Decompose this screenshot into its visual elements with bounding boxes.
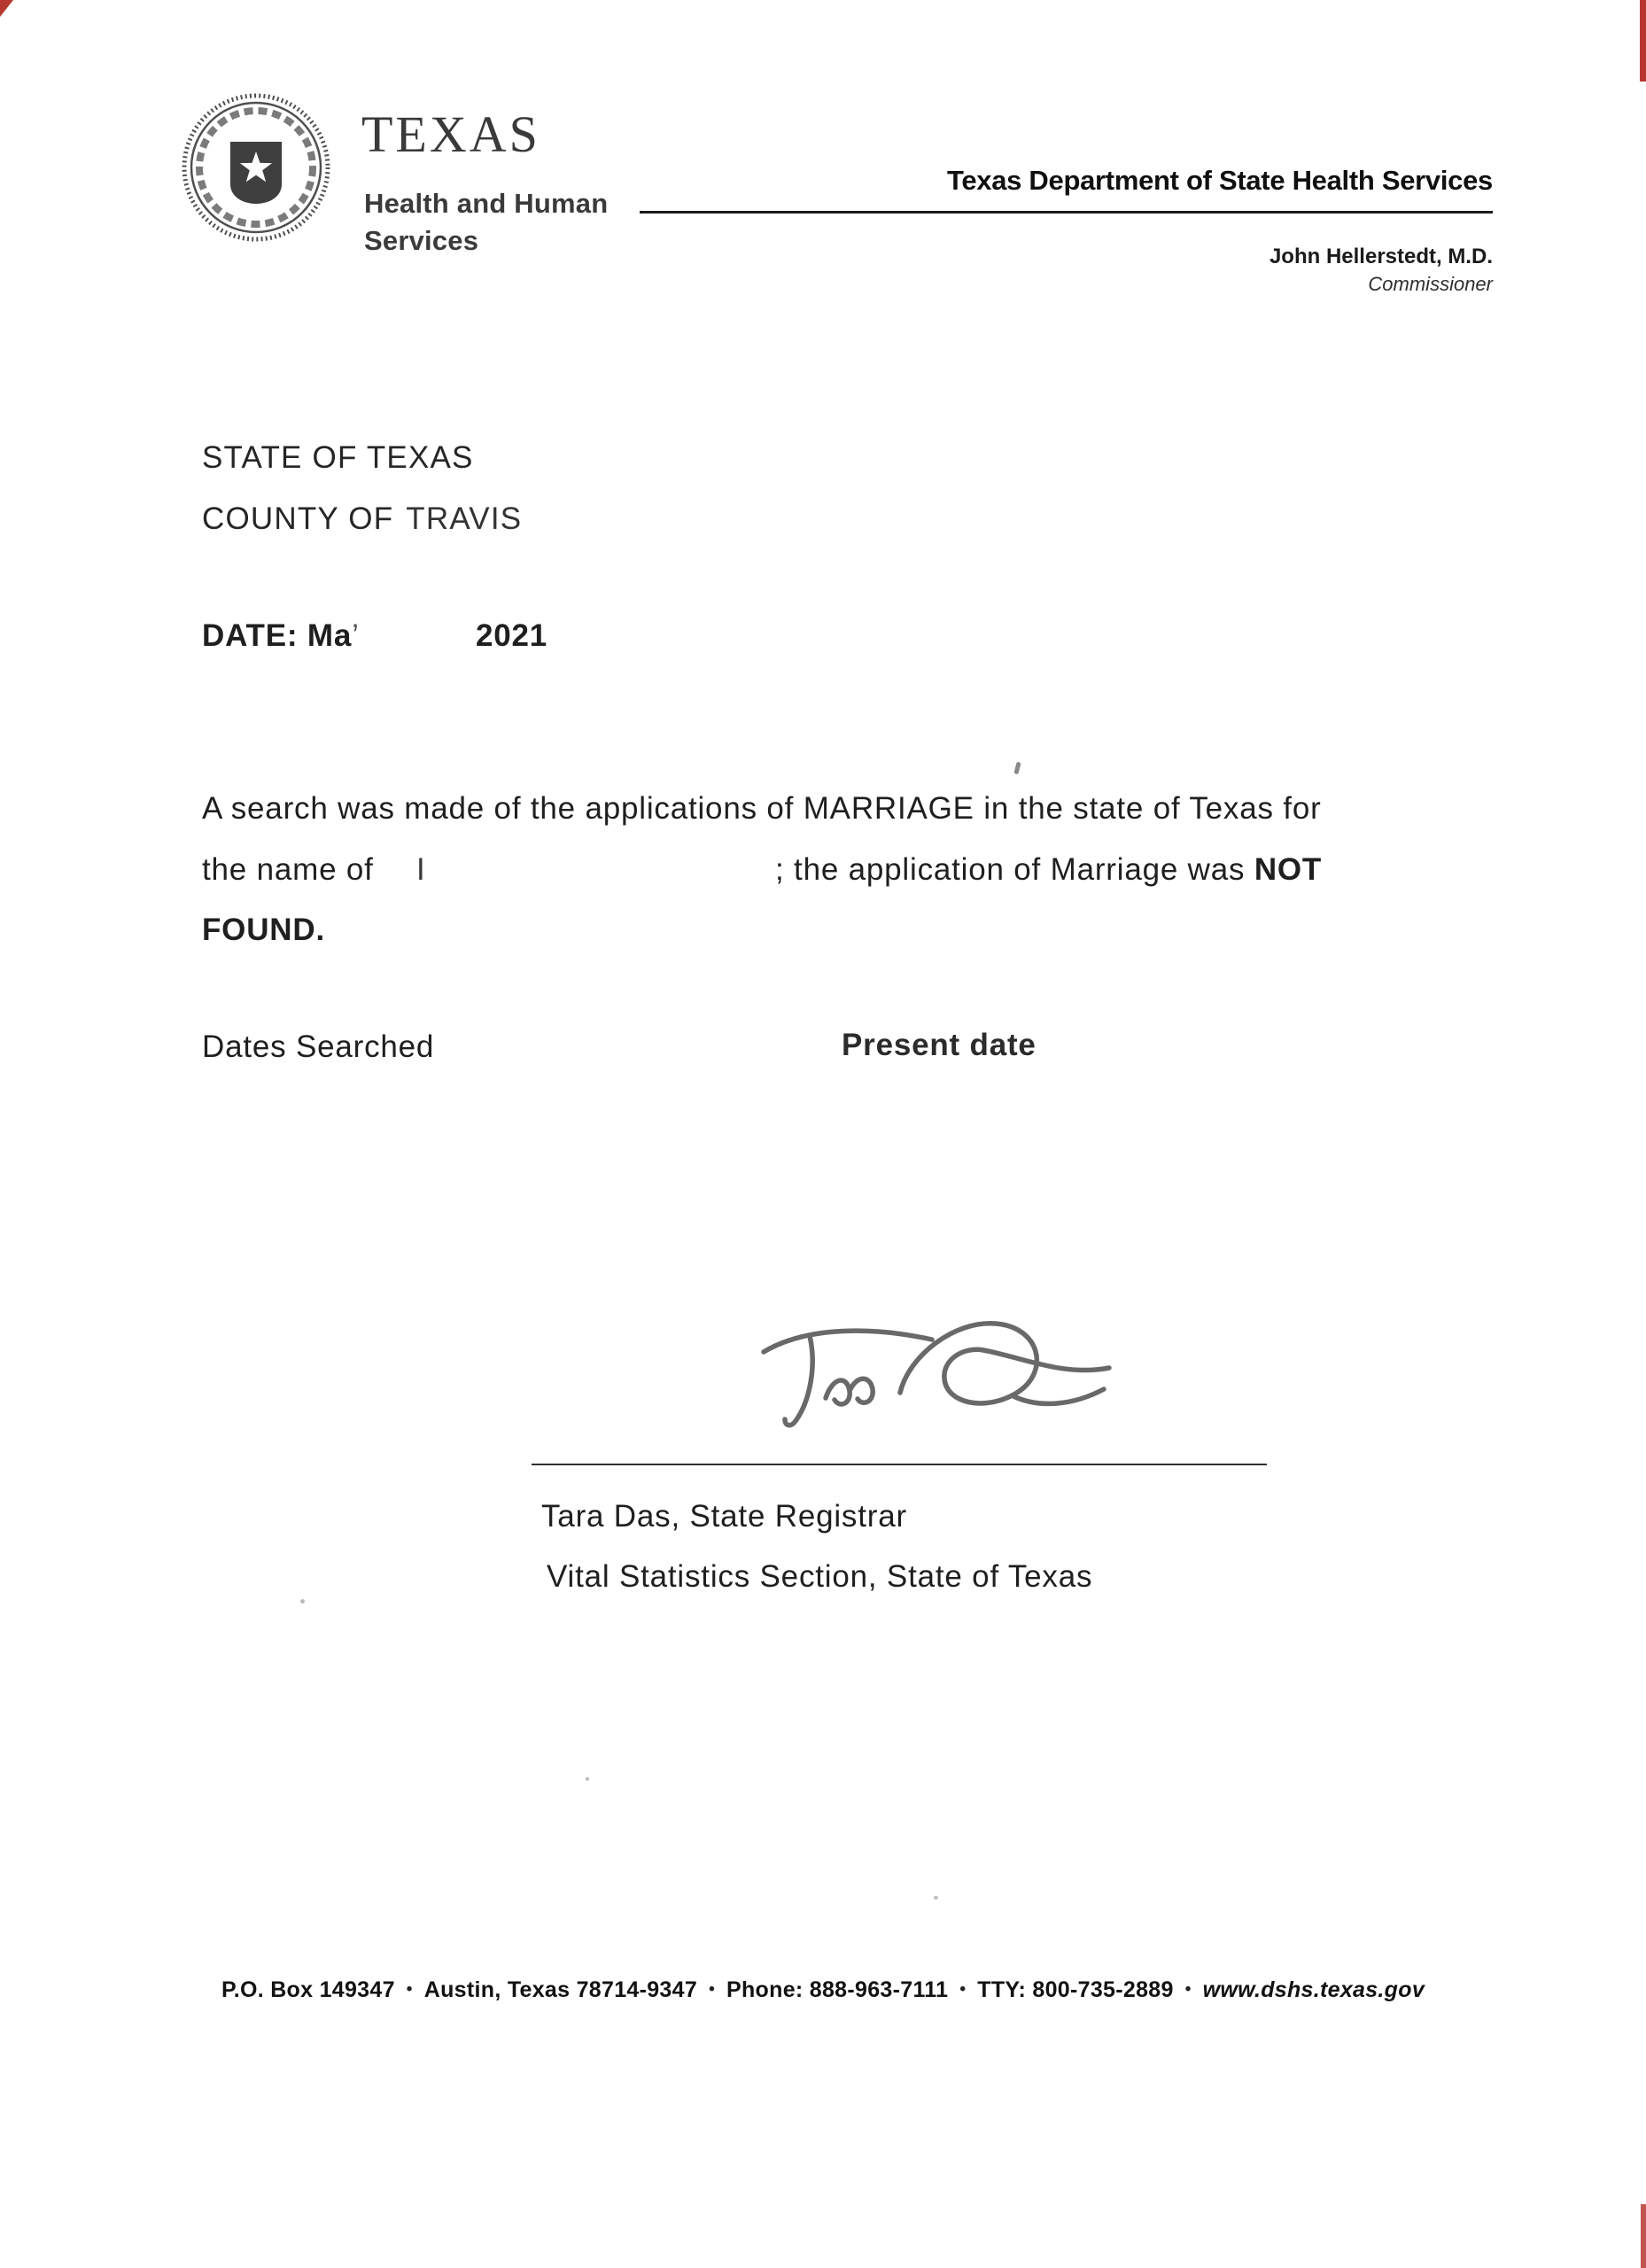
paragraph-line-2-rest-text: ; the application of Marriage was [775,852,1254,887]
present-date-value: Present date [842,1028,1037,1062]
scan-red-edge-strip-bottom [1641,2204,1646,2268]
date-line [202,618,822,654]
scan-artifact-speck [300,1599,305,1604]
department-title: Texas Department of State Health Services [947,165,1493,196]
logo-subtitle-line1: Health and Human [364,188,609,219]
date-year: 2021 [476,618,548,653]
county-value: TRAVIS [406,501,523,536]
not-word: NOT [1254,852,1323,887]
scan-red-edge-strip-top [1640,0,1646,82]
scan-artifact-tick [1013,762,1021,775]
paragraph-line-1: A search was made of the applications of MARRIAGE in the state of Texas for [202,791,1322,826]
footer-po-box: P.O. Box 149347 [221,1977,395,2002]
scan-artifact-speck [586,1777,589,1781]
state-line: STATE OF TEXAS [202,440,474,475]
texas-hhs-seal-icon [181,92,331,243]
paragraph-line-2-prefix: the name of [202,852,374,887]
redacted-name-remnant: I [416,852,426,887]
paragraph-line-2 [202,852,1531,897]
footer-bullet: • [406,1980,413,1999]
date-label: DATE: [202,618,299,653]
logo-subtitle-line2: Services [364,225,479,256]
found-period: . [315,913,325,947]
header-divider [640,211,1493,214]
footer-phone: Phone: 888-963-7111 [726,1977,949,2002]
footer-bullet: • [959,1980,967,1999]
date-partial: Ma [298,618,353,653]
footer-tty: TTY: 800-735-2889 [977,1977,1174,2002]
signature-line [532,1464,1267,1465]
commissioner-title: Commissioner [1368,273,1493,295]
date-erasure-mark: ’ [352,618,360,653]
dates-searched-label: Dates Searched [202,1029,435,1064]
footer-address: Austin, Texas 78714-9347 [423,1977,698,2002]
paragraph-line-2-rest [775,852,1322,888]
logo-wordmark: TEXAS [361,105,540,163]
handwritten-signature [758,1295,1113,1446]
found-word: FOUND [202,913,316,947]
county-label: COUNTY OF [202,501,394,536]
footer-contact-line [0,1977,1646,2003]
footer-bullet: • [709,1980,716,1999]
dates-searched-line [202,1029,1265,1065]
scan-red-corner-mark [0,0,13,17]
registrar-section-line: Vital Statistics Section, State of Texas [547,1559,1093,1594]
paragraph-line-3 [202,913,325,948]
scan-artifact-speck [934,1896,938,1899]
commissioner-name: John Hellerstedt, M.D. [1269,245,1493,268]
county-line [202,501,522,537]
footer-website: www.dshs.texas.gov [1202,1977,1425,2002]
footer-bullet: • [1184,1980,1192,1999]
registrar-name-line: Tara Das, State Registrar [541,1499,907,1534]
